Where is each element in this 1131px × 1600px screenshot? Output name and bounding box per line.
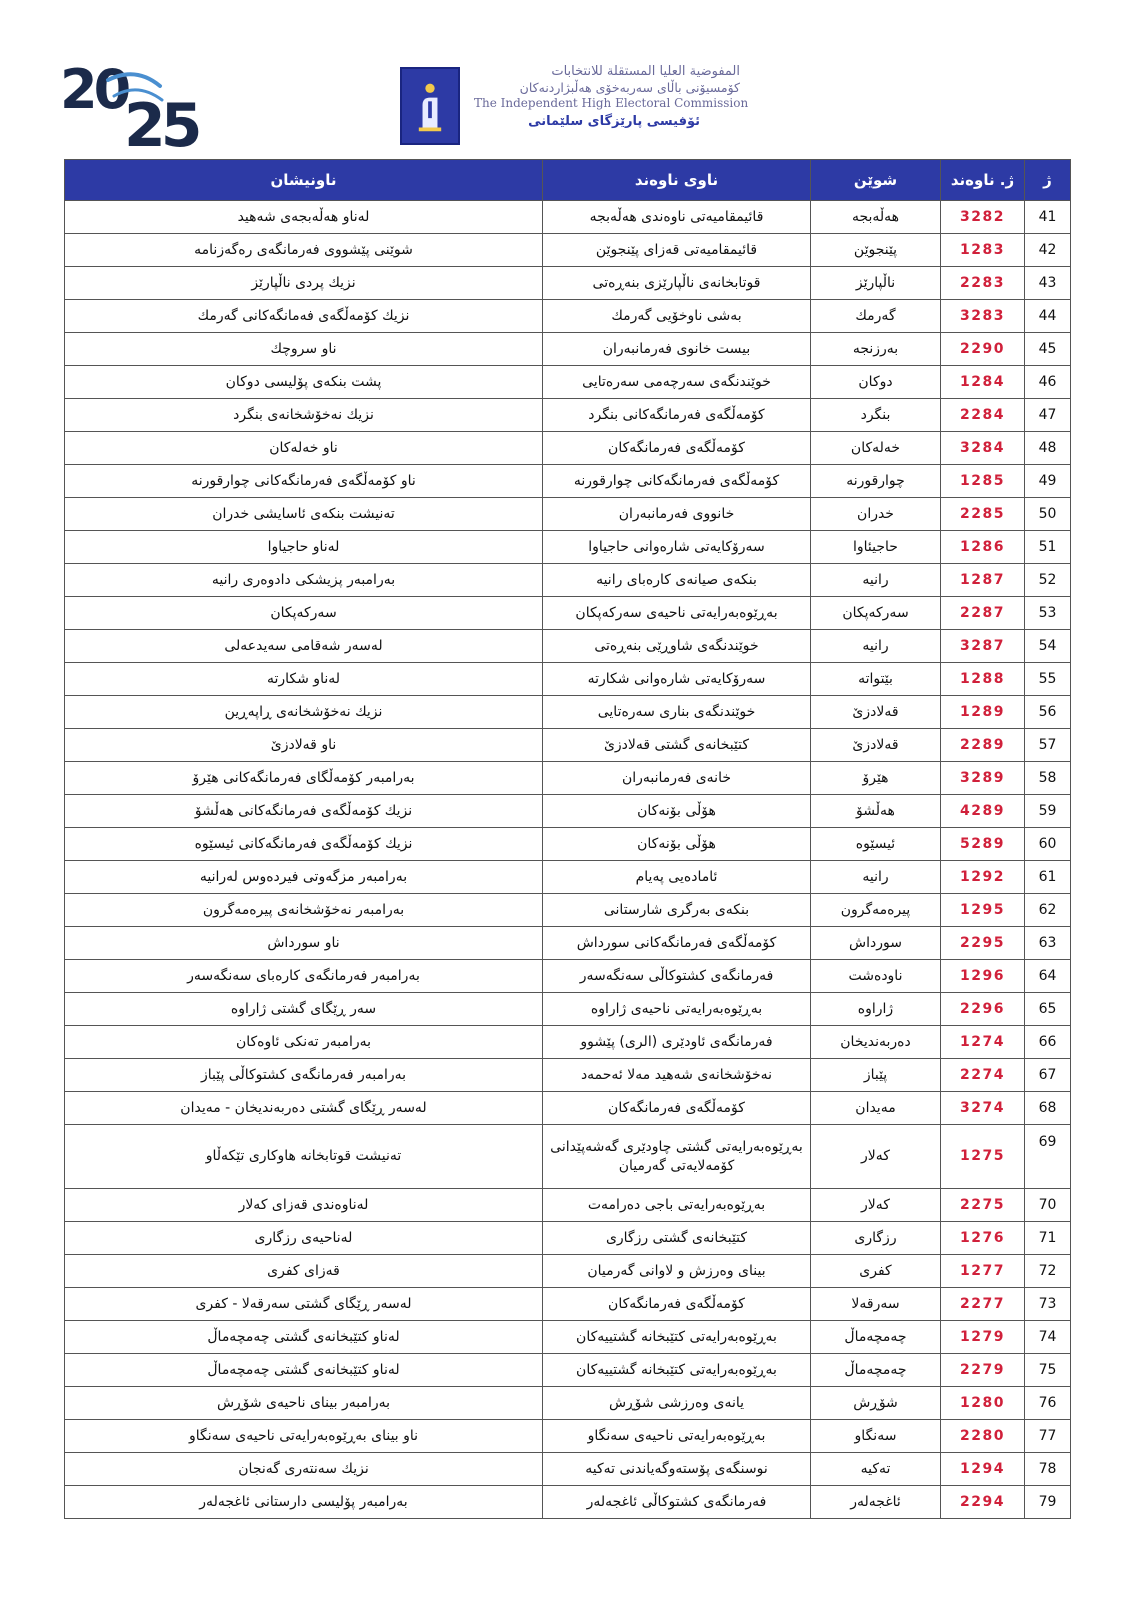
location-cell: حاجیئاوا — [811, 531, 941, 564]
address-cell: بەرامبەر تەنکی ئاوەکان — [65, 1026, 543, 1059]
center-name-cell: خانووی فەرمانبەران — [543, 498, 811, 531]
table-row — [65, 267, 1071, 300]
table-row — [65, 960, 1071, 993]
center-name-cell: قائیمقامیەتی ناوەندی هەڵەبجە — [543, 201, 811, 234]
row-number-cell: 72 — [1025, 1255, 1071, 1288]
year-logo-text: 20 — [60, 58, 128, 121]
table-row — [65, 1125, 1071, 1189]
row-number-cell: 74 — [1025, 1321, 1071, 1354]
table-header-row — [65, 160, 1071, 201]
center-name-cell: کۆمەڵگەی فەرمانگەکانی چوارقورنە — [543, 465, 811, 498]
table-row — [65, 564, 1071, 597]
location-cell: ناودەشت — [811, 960, 941, 993]
address-cell: تەنیشت بنکەی ئاسایشی خدران — [65, 498, 543, 531]
commission-name-block — [470, 64, 749, 130]
center-number-cell: 2279 — [941, 1354, 1025, 1387]
center-name-cell: بەڕێوەبەرایەتی باجی دەرامەت — [543, 1189, 811, 1222]
location-cell: پیرەمەگرون — [811, 894, 941, 927]
row-number-cell: 42 — [1025, 234, 1071, 267]
location-cell: هەڵەبجە — [811, 201, 941, 234]
address-cell: بەرامبەر کۆمەڵگای فەرمانگەکانی هێرۆ — [65, 762, 543, 795]
center-number-cell: 1294 — [941, 1453, 1025, 1486]
location-cell: شۆڕش — [811, 1387, 941, 1420]
table-row — [65, 663, 1071, 696]
location-cell: بەرزنجە — [811, 333, 941, 366]
center-number-cell: 1295 — [941, 894, 1025, 927]
table-row — [65, 630, 1071, 663]
center-number-cell: 3284 — [941, 432, 1025, 465]
center-number-cell: 1274 — [941, 1026, 1025, 1059]
center-number-cell: 1292 — [941, 861, 1025, 894]
center-number-cell: 3283 — [941, 300, 1025, 333]
row-number-cell: 68 — [1025, 1092, 1071, 1125]
table-row — [65, 432, 1071, 465]
center-number-cell: 2274 — [941, 1059, 1025, 1092]
center-number-cell: 1296 — [941, 960, 1025, 993]
center-name-cell: بەڕێوەبەرایەتی کتێبخانە گشتییەکان — [543, 1321, 811, 1354]
row-number-cell: 75 — [1025, 1354, 1071, 1387]
center-number-cell: 2289 — [941, 729, 1025, 762]
commission-name-english: The Independent High Electoral Commission — [474, 95, 749, 110]
row-number-cell: 44 — [1025, 300, 1071, 333]
center-number-cell: 2290 — [941, 333, 1025, 366]
table-row — [65, 597, 1071, 630]
address-cell: لەناو کتێبخانەی گشتی چەمچەماڵ — [65, 1354, 543, 1387]
center-name-cell: بنکەی صیانەی کارەبای رانیە — [543, 564, 811, 597]
row-number-cell: 71 — [1025, 1222, 1071, 1255]
center-name-cell: کتێبخانەی گشتی قەلادزێ — [543, 729, 811, 762]
center-number-cell: 1286 — [941, 531, 1025, 564]
table-row — [65, 729, 1071, 762]
center-number-cell: 4289 — [941, 795, 1025, 828]
table-row — [65, 1189, 1071, 1222]
location-cell: پێنجوێن — [811, 234, 941, 267]
center-name-cell: فەرمانگەی ئاودێری (الری) پێشوو — [543, 1026, 811, 1059]
table-row — [65, 465, 1071, 498]
row-number-cell: 56 — [1025, 696, 1071, 729]
year-2025-logo — [58, 56, 218, 156]
center-number-cell: 2283 — [941, 267, 1025, 300]
table-row — [65, 696, 1071, 729]
center-name-cell: یانەی وەرزشی شۆڕش — [543, 1387, 811, 1420]
center-name-cell: فەرمانگەی کشتوکاڵی سەنگەسەر — [543, 960, 811, 993]
address-cell: نزیك پردی ناڵپارێز — [65, 267, 543, 300]
row-number-cell: 51 — [1025, 531, 1071, 564]
center-name-cell: بنکەی بەرگری شارستانی — [543, 894, 811, 927]
address-cell: لەناو حاجیاوا — [65, 531, 543, 564]
table-row — [65, 828, 1071, 861]
location-cell: مەیدان — [811, 1092, 941, 1125]
table-row — [65, 861, 1071, 894]
location-cell: ژاراوە — [811, 993, 941, 1026]
row-number-cell: 59 — [1025, 795, 1071, 828]
commission-emblem-icon — [400, 67, 460, 145]
table-row — [65, 498, 1071, 531]
center-number-cell: 1275 — [941, 1125, 1025, 1189]
location-cell: سەنگاو — [811, 1420, 941, 1453]
center-name-cell: بەشی ناوخۆیی گەرمك — [543, 300, 811, 333]
center-name-cell: سەرۆکایەتی شارەوانی شکارتە — [543, 663, 811, 696]
table-row — [65, 366, 1071, 399]
location-cell: دەربەندیخان — [811, 1026, 941, 1059]
row-number-cell: 47 — [1025, 399, 1071, 432]
center-name-cell: نەخۆشخانەی شەهید مەلا ئەحمەد — [543, 1059, 811, 1092]
address-cell: بەرامبەر فەرمانگەی کشتوکاڵی پێباز — [65, 1059, 543, 1092]
header-location: شوێن — [811, 160, 941, 201]
table-row — [65, 1486, 1071, 1519]
office-name: ئۆفیسی پارێزگای سلێمانی — [528, 113, 700, 129]
center-name-cell: کۆمەڵگەی فەرمانگەکان — [543, 432, 811, 465]
table-row — [65, 1321, 1071, 1354]
center-number-cell: 2296 — [941, 993, 1025, 1026]
address-cell: لەسەر شەقامی سەیدعەلی — [65, 630, 543, 663]
location-cell: چوارقورنە — [811, 465, 941, 498]
table-row — [65, 1387, 1071, 1420]
row-number-cell: 50 — [1025, 498, 1071, 531]
center-name-cell: خوێندنگەی شاوڕێی بنەڕەتی — [543, 630, 811, 663]
center-number-cell: 3282 — [941, 201, 1025, 234]
location-cell: کفری — [811, 1255, 941, 1288]
location-cell: هێرۆ — [811, 762, 941, 795]
row-number-cell: 77 — [1025, 1420, 1071, 1453]
row-number-cell: 46 — [1025, 366, 1071, 399]
table-row — [65, 1420, 1071, 1453]
row-number-cell: 69 — [1025, 1125, 1071, 1189]
address-cell: نزیك کۆمەڵگەی فەمانگەکانی گەرمك — [65, 300, 543, 333]
address-cell: لەسەر ڕێگای گشتی سەرقەلا - کفری — [65, 1288, 543, 1321]
table-row — [65, 234, 1071, 267]
center-name-cell: ئامادەیی پەیام — [543, 861, 811, 894]
address-cell: نزیك سەنتەری گەنجان — [65, 1453, 543, 1486]
address-cell: بەرامبەر مزگەوتی فیردەوس لەرانیە — [65, 861, 543, 894]
location-cell: بنگرد — [811, 399, 941, 432]
address-cell: لەناوەندی قەزای کەلار — [65, 1189, 543, 1222]
center-name-cell: بەڕێوەبەرایەتی ناحیەی سەرکەپکان — [543, 597, 811, 630]
table-row — [65, 927, 1071, 960]
address-cell: نزیك نەخۆشخانەی بنگرد — [65, 399, 543, 432]
row-number-cell: 78 — [1025, 1453, 1071, 1486]
center-name-cell: بەڕێوەبەرایەتی گشتی چاودێری گەشەپێدانی کۆمەلایەتی گەرمیان — [543, 1125, 811, 1189]
row-number-cell: 66 — [1025, 1026, 1071, 1059]
address-cell: لەناو هەڵەبجەی شەهید — [65, 201, 543, 234]
center-number-cell: 2284 — [941, 399, 1025, 432]
table-body — [65, 201, 1071, 1519]
row-number-cell: 70 — [1025, 1189, 1071, 1222]
row-number-cell: 55 — [1025, 663, 1071, 696]
center-number-cell: 2287 — [941, 597, 1025, 630]
row-number-cell: 76 — [1025, 1387, 1071, 1420]
row-number-cell: 64 — [1025, 960, 1071, 993]
commission-name-arabic: المفوضية العليا المستقلة للانتخابات — [551, 64, 740, 79]
address-cell: نزیك نەخۆشخانەی ڕاپەڕین — [65, 696, 543, 729]
table-row — [65, 1354, 1071, 1387]
center-name-cell: کۆمەڵگەی فەرمانگەکان — [543, 1288, 811, 1321]
address-cell: قەزای کفری — [65, 1255, 543, 1288]
center-number-cell: 5289 — [941, 828, 1025, 861]
table-row — [65, 1222, 1071, 1255]
address-cell: بەرامبەر پۆلیسی دارستانی ئاغجەلەر — [65, 1486, 543, 1519]
address-cell: لەناحیەی رزگاری — [65, 1222, 543, 1255]
row-number-cell: 60 — [1025, 828, 1071, 861]
center-name-cell: هۆڵی بۆنەکان — [543, 795, 811, 828]
center-number-cell: 1277 — [941, 1255, 1025, 1288]
center-number-cell: 2275 — [941, 1189, 1025, 1222]
center-name-cell: بینای وەرزش و لاوانی گەرمیان — [543, 1255, 811, 1288]
table-row — [65, 1288, 1071, 1321]
center-name-cell: نوسنگەی پۆستەوگەیاندنی تەکیە — [543, 1453, 811, 1486]
address-cell: سەر ڕێگای گشتی ژاراوە — [65, 993, 543, 1026]
address-cell: ناو قەلادزێ — [65, 729, 543, 762]
center-number-cell: 2294 — [941, 1486, 1025, 1519]
center-number-cell: 1284 — [941, 366, 1025, 399]
row-number-cell: 53 — [1025, 597, 1071, 630]
location-cell: قەلادزێ — [811, 696, 941, 729]
location-cell: هەڵشۆ — [811, 795, 941, 828]
center-name-cell: قوتابخانەی ناڵپارێزی بنەڕەتی — [543, 267, 811, 300]
row-number-cell: 65 — [1025, 993, 1071, 1026]
center-number-cell: 1279 — [941, 1321, 1025, 1354]
header-no: ژ — [1025, 160, 1071, 201]
table-row — [65, 201, 1071, 234]
center-number-cell: 1289 — [941, 696, 1025, 729]
center-name-cell: خوێندنگەی بناری سەرەتایی — [543, 696, 811, 729]
location-cell: پێباز — [811, 1059, 941, 1092]
row-number-cell: 45 — [1025, 333, 1071, 366]
header-address: ناونیشان — [65, 160, 543, 201]
center-number-cell: 3274 — [941, 1092, 1025, 1125]
header-center-name: ناوی ناوەند — [543, 160, 811, 201]
location-cell: چەمچەماڵ — [811, 1321, 941, 1354]
row-number-cell: 52 — [1025, 564, 1071, 597]
address-cell: پشت بنکەی پۆلیسی دوکان — [65, 366, 543, 399]
address-cell: سەرکەپکان — [65, 597, 543, 630]
address-cell: بەرامبەر بینای ناحیەی شۆڕش — [65, 1387, 543, 1420]
center-name-cell: کۆمەڵگەی فەرمانگەکانی بنگرد — [543, 399, 811, 432]
table-row — [65, 762, 1071, 795]
row-number-cell: 48 — [1025, 432, 1071, 465]
center-number-cell: 3287 — [941, 630, 1025, 663]
center-number-cell: 3289 — [941, 762, 1025, 795]
location-cell: کەلار — [811, 1125, 941, 1189]
location-cell: خدران — [811, 498, 941, 531]
location-cell: گەرمك — [811, 300, 941, 333]
center-number-cell: 1287 — [941, 564, 1025, 597]
address-cell: لەناو کتێبخانەی گشتی چەمچەماڵ — [65, 1321, 543, 1354]
center-name-cell: بەڕێوەبەرایەتی ناحیەی ژاراوە — [543, 993, 811, 1026]
table-row — [65, 300, 1071, 333]
location-cell: چەمچەماڵ — [811, 1354, 941, 1387]
address-cell: تەنیشت قوتابخانە هاوکاری تێکەڵاو — [65, 1125, 543, 1189]
location-cell: تەکیە — [811, 1453, 941, 1486]
row-number-cell: 62 — [1025, 894, 1071, 927]
center-name-cell: خوێندنگەی سەرچەمی سەرەتایی — [543, 366, 811, 399]
row-number-cell: 43 — [1025, 267, 1071, 300]
commission-name-kurdish: کۆمسیۆنی باڵای سەربەخۆی هەڵبژاردنەکان — [519, 80, 740, 96]
address-cell: ناو سروچك — [65, 333, 543, 366]
table-row — [65, 1059, 1071, 1092]
location-cell: ئیسێوە — [811, 828, 941, 861]
location-cell: خەلەکان — [811, 432, 941, 465]
address-cell: بەرامبەر فەرمانگەی کارەبای سەنگەسەر — [65, 960, 543, 993]
row-number-cell: 54 — [1025, 630, 1071, 663]
row-number-cell: 67 — [1025, 1059, 1071, 1092]
address-cell: لەسەر ڕێگای گشتی دەربەندیخان - مەیدان — [65, 1092, 543, 1125]
location-cell: دوکان — [811, 366, 941, 399]
address-cell: نزیك کۆمەڵگەی فەرمانگەکانی هەڵشۆ — [65, 795, 543, 828]
table-row — [65, 993, 1071, 1026]
page-header — [0, 0, 1131, 158]
row-number-cell: 79 — [1025, 1486, 1071, 1519]
address-cell: بەرامبەر پزیشکی دادوەری رانیە — [65, 564, 543, 597]
year-logo-text-2: 25 — [124, 91, 198, 156]
table-row — [65, 894, 1071, 927]
row-number-cell: 58 — [1025, 762, 1071, 795]
table-row — [65, 1092, 1071, 1125]
address-cell: لەناو شکارتە — [65, 663, 543, 696]
row-number-cell: 41 — [1025, 201, 1071, 234]
table-row — [65, 1255, 1071, 1288]
location-cell: کەلار — [811, 1189, 941, 1222]
table-row — [65, 1026, 1071, 1059]
table-row — [65, 399, 1071, 432]
table-row — [65, 333, 1071, 366]
location-cell: ناڵپارێز — [811, 267, 941, 300]
location-cell: رزگاری — [811, 1222, 941, 1255]
center-name-cell: بەڕێوەبەرایەتی کتێبخانە گشتییەکان — [543, 1354, 811, 1387]
location-cell: قەلادزێ — [811, 729, 941, 762]
polling-centers-table — [64, 159, 1071, 1519]
header-center-no: ژ. ناوەند — [941, 160, 1025, 201]
center-name-cell: کۆمەڵگەی فەرمانگەکان — [543, 1092, 811, 1125]
center-name-cell: قائیمقامیەتی قەزای پێنجوێن — [543, 234, 811, 267]
center-name-cell: کۆمەڵگەی فەرمانگەکانی سورداش — [543, 927, 811, 960]
center-number-cell: 1288 — [941, 663, 1025, 696]
row-number-cell: 57 — [1025, 729, 1071, 762]
row-number-cell: 63 — [1025, 927, 1071, 960]
center-name-cell: خانەی فەرمانبەران — [543, 762, 811, 795]
center-name-cell: هۆڵی بۆنەکان — [543, 828, 811, 861]
row-number-cell: 49 — [1025, 465, 1071, 498]
center-number-cell: 2285 — [941, 498, 1025, 531]
row-number-cell: 61 — [1025, 861, 1071, 894]
location-cell: سەرکەپکان — [811, 597, 941, 630]
center-name-cell: بەڕێوەبەرایەتی ناحیەی سەنگاو — [543, 1420, 811, 1453]
location-cell: ئاغجەلەر — [811, 1486, 941, 1519]
address-cell: بەرامبەر نەخۆشخانەی پیرەمەگرون — [65, 894, 543, 927]
center-number-cell: 1276 — [941, 1222, 1025, 1255]
center-number-cell: 2277 — [941, 1288, 1025, 1321]
address-cell: شوێنی پێشووی فەرمانگەی رەگەزنامە — [65, 234, 543, 267]
center-name-cell: کتێبخانەی گشتی رزگاری — [543, 1222, 811, 1255]
center-name-cell: بیست خانوی فەرمانبەران — [543, 333, 811, 366]
location-cell: سورداش — [811, 927, 941, 960]
location-cell: بێتواتە — [811, 663, 941, 696]
table-row — [65, 531, 1071, 564]
table-row — [65, 1453, 1071, 1486]
center-name-cell: فەرمانگەی کشتوکاڵی ئاغجەلەر — [543, 1486, 811, 1519]
center-number-cell: 1283 — [941, 234, 1025, 267]
address-cell: ناو کۆمەڵگەی فەرمانگەکانی چوارقورنە — [65, 465, 543, 498]
location-cell: رانیە — [811, 861, 941, 894]
address-cell: ناو خەلەکان — [65, 432, 543, 465]
location-cell: رانیە — [811, 564, 941, 597]
address-cell: نزیك کۆمەڵگەی فەرمانگەکانی ئیسێوە — [65, 828, 543, 861]
center-number-cell: 1285 — [941, 465, 1025, 498]
center-number-cell: 1280 — [941, 1387, 1025, 1420]
location-cell: رانیە — [811, 630, 941, 663]
center-number-cell: 2280 — [941, 1420, 1025, 1453]
row-number-cell: 73 — [1025, 1288, 1071, 1321]
table-row — [65, 795, 1071, 828]
address-cell: ناو سورداش — [65, 927, 543, 960]
location-cell: سەرقەلا — [811, 1288, 941, 1321]
address-cell: ناو بینای بەڕێوەبەرایەتی ناحیەی سەنگاو — [65, 1420, 543, 1453]
center-name-cell: سەرۆکایەتی شارەوانی حاجیاوا — [543, 531, 811, 564]
center-number-cell: 2295 — [941, 927, 1025, 960]
